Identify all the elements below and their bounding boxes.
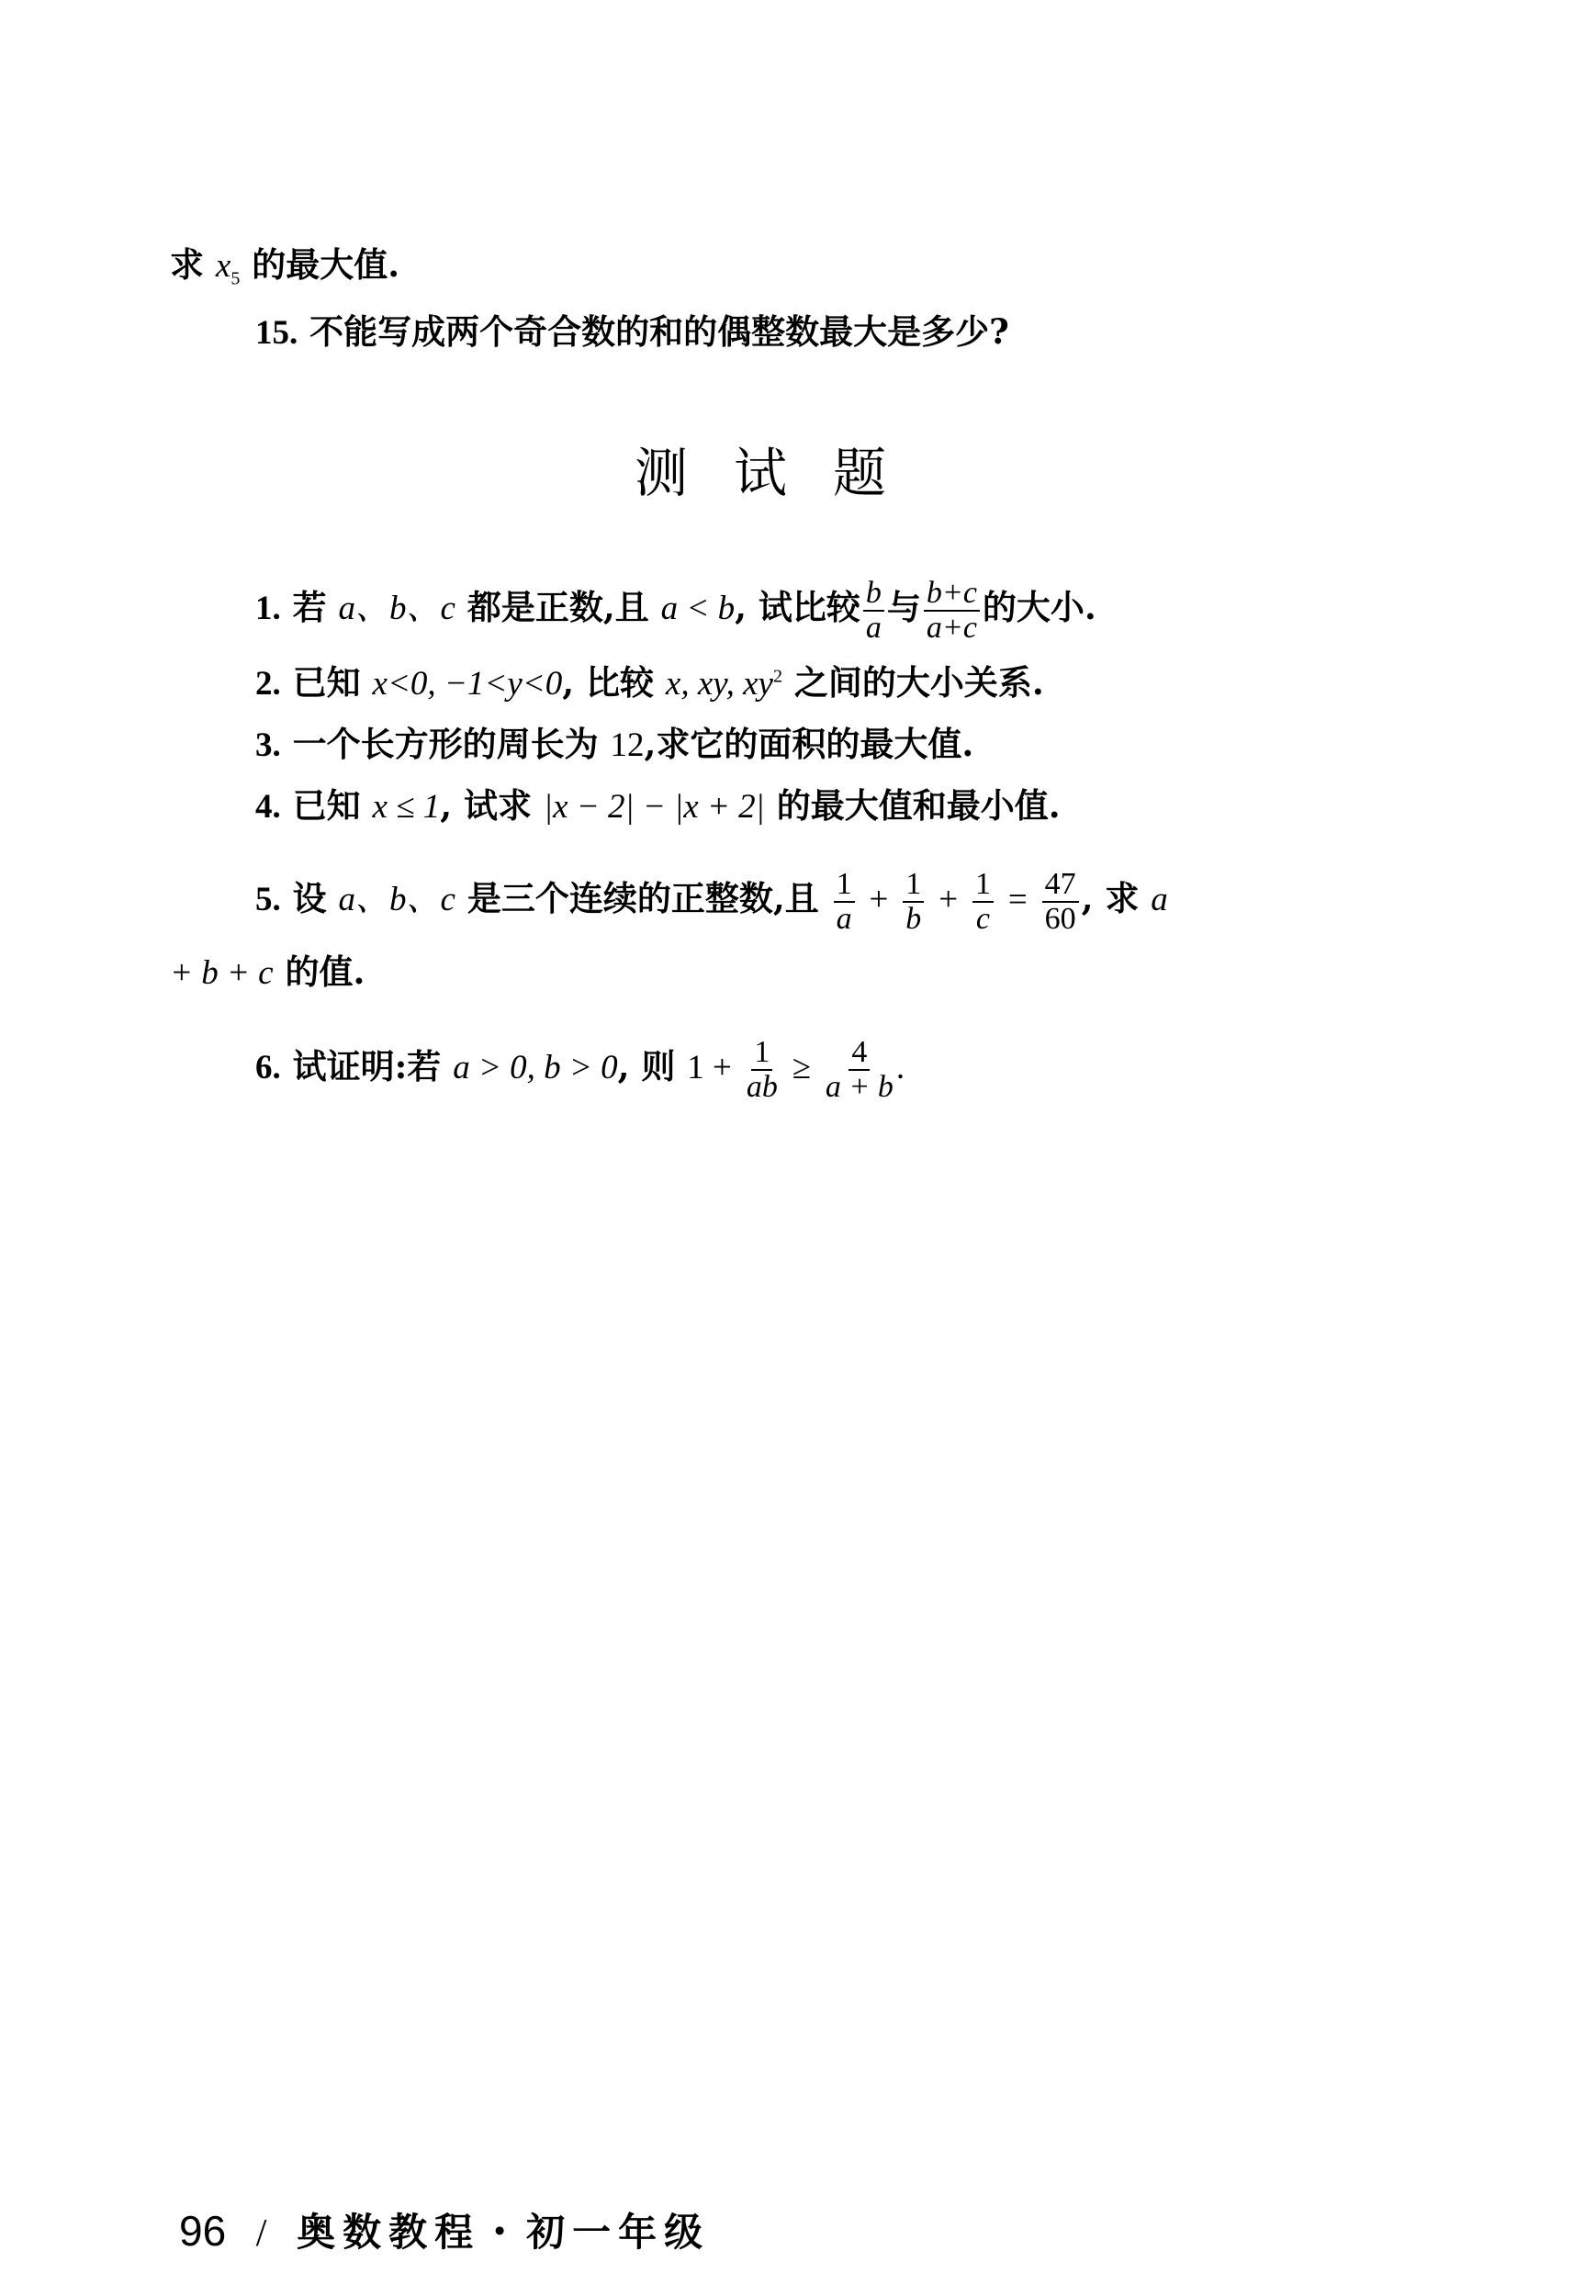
problem-number: 5. [255,881,281,919]
text: 与 [886,587,921,628]
problem-number: 4. [255,788,281,826]
denominator: 60 [1044,901,1076,936]
fraction [863,577,884,644]
operator: + [938,881,959,919]
continuation-line [170,244,400,289]
text: 一个长方形的周长为 [292,724,599,764]
math: x<0, −1<y<0 [372,665,563,703]
text: 设 [292,878,327,919]
page-footer [179,2202,710,2257]
numerator: b+c [924,577,980,612]
test-4 [255,785,1061,826]
problem-number: 2. [255,665,281,703]
problem-number: 1. [255,590,281,628]
text: 试证明:若 [292,1046,442,1087]
fraction [1042,868,1079,935]
operator: ≥ [792,1049,812,1087]
text: 的值. [285,951,365,992]
numerator: 1 [972,868,994,903]
text: 的最大值和最小值. [776,785,1061,826]
denominator: ab [746,1069,778,1104]
test-2 [255,662,1044,703]
page-number: 96 [179,2207,227,2255]
numerator: 4 [849,1036,870,1071]
denominator: c [975,901,990,936]
fraction [747,1036,778,1103]
text: , 比较 [562,662,655,703]
text: 的大小. [982,587,1096,628]
math: + b + c [170,954,274,992]
numerator: 1 [751,1036,772,1071]
text: 都是正数,且 [466,587,649,628]
numerator: 47 [1042,868,1079,903]
test-5 [255,868,1168,935]
superscript: 2 [772,666,782,687]
fraction [924,577,980,644]
period: . [895,1049,905,1087]
section-title: 测试题 [634,442,932,504]
text: 的最大值. [252,244,400,285]
math: a、b、c [338,590,455,628]
text: 若 [292,587,327,628]
subscript: 5 [230,268,241,289]
problem-number: 3. [255,726,281,764]
text: ,求它的面积的最大值. [644,724,974,764]
math: a [1151,881,1168,919]
numerator: 1 [834,868,855,903]
text: 之间的大小关系. [793,662,1044,703]
test-3 [255,724,974,764]
book-title: 奥数教程・初一年级 [297,2210,711,2255]
test-5-continuation [170,951,365,992]
text: , 求 [1081,878,1140,919]
test-1 [255,577,1096,644]
math: a < b [660,590,736,628]
text: , 则 [617,1046,676,1087]
operator: + [869,881,889,919]
text: 已知 [292,785,361,826]
text: 已知 [292,662,361,703]
denominator: a [836,901,852,936]
denominator: b [905,901,922,936]
problem-15 [255,311,1009,352]
math: a、b、c [338,881,455,919]
number: 12 [610,726,645,764]
problem-number: 6. [255,1049,281,1087]
denominator: a + b [825,1069,894,1104]
variable: x [215,247,231,285]
operator: = [1007,881,1028,919]
text: 是三个连续的正整数,且 [466,878,819,919]
text: , 试求 [440,785,533,826]
denominator: a [865,610,882,645]
denominator: a+c [926,610,977,645]
fraction [972,868,994,935]
fraction [834,868,855,935]
fraction [903,868,924,935]
fraction [826,1036,894,1103]
text: 求 [170,244,204,285]
math: a > 0, b > 0 [453,1049,618,1087]
text: , 试比较 [735,587,860,628]
test-6 [255,1036,905,1103]
numerator: b [863,577,884,612]
math: |x − 2| − |x + 2| [543,788,765,826]
problem-number: 15. [255,314,298,352]
math: x ≤ 1 [372,788,441,826]
math: x, xy, xy [665,665,773,703]
numerator: 1 [903,868,924,903]
problem-text: 不能写成两个奇合数的和的偶整数最大是多少? [309,311,1009,352]
math: 1 + [687,1049,732,1087]
separator: / [255,2212,267,2255]
